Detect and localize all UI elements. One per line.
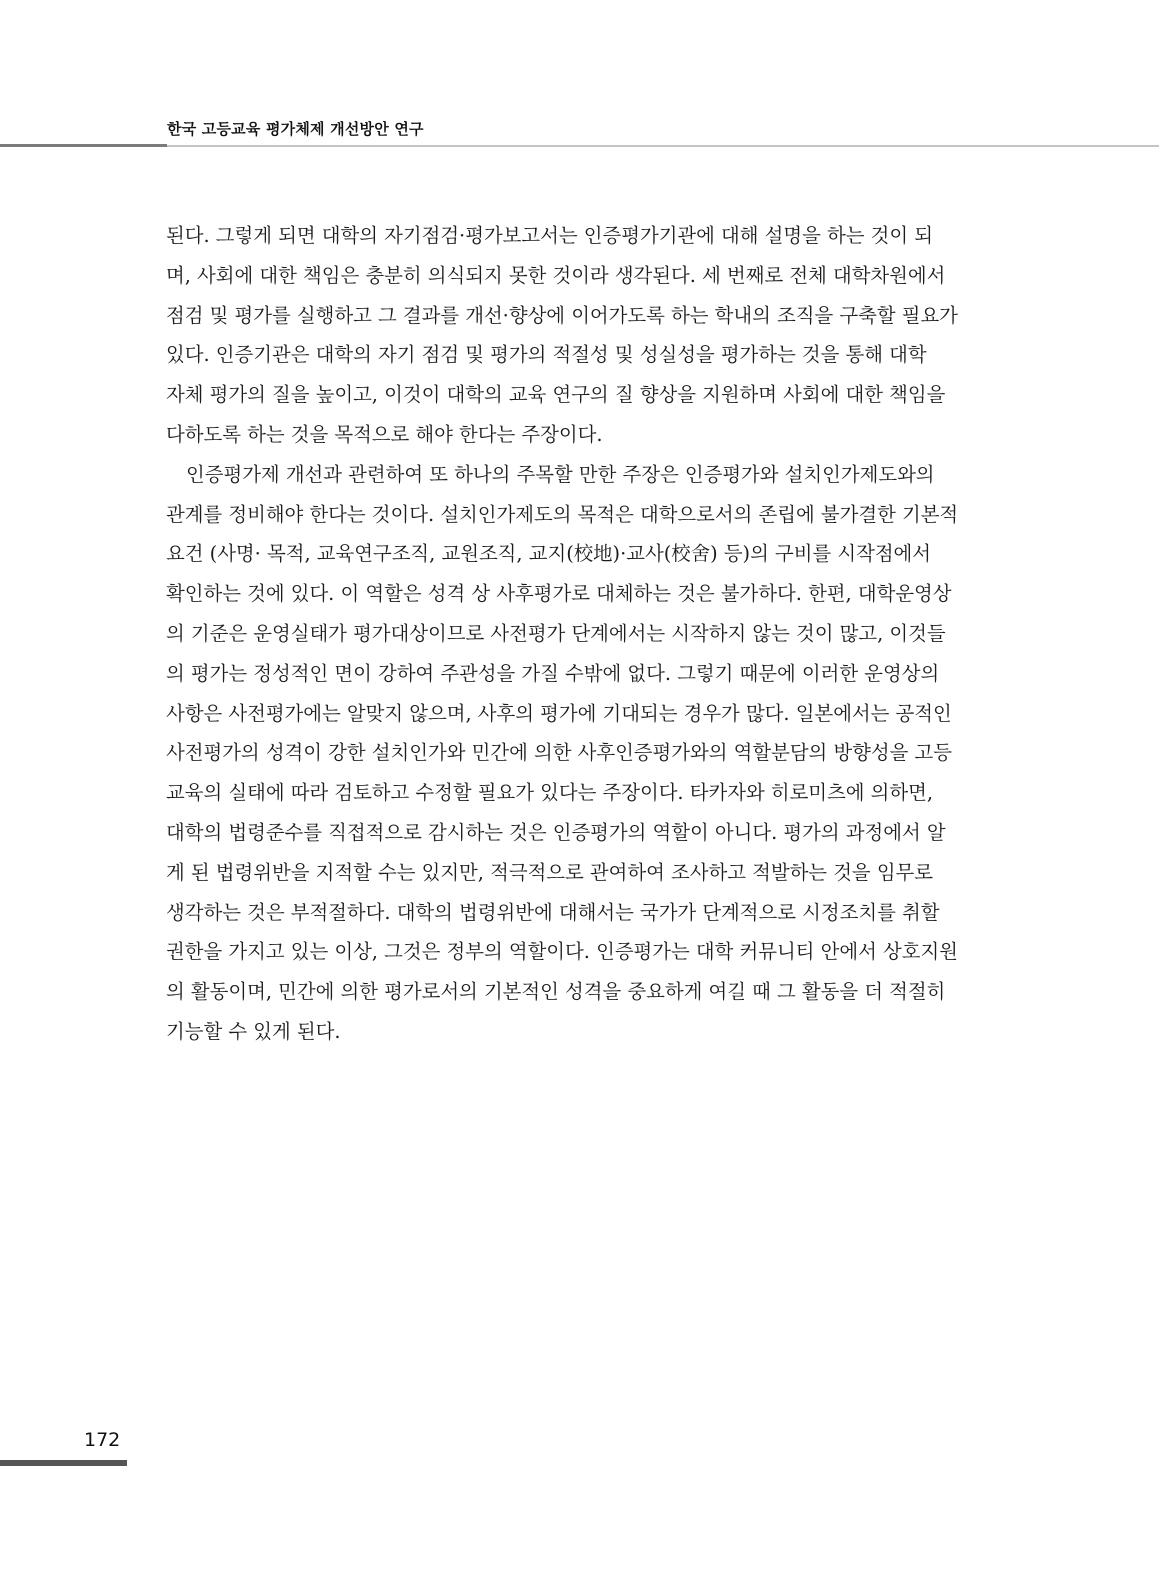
text-line: 의 활동이며, 민간에 의한 평가로서의 기본적인 성격을 중요하게 여길 때 그 활동을 더 적절히: [166, 980, 946, 1004]
text-line: 점검 및 평가를 실행하고 그 결과를 개선·향상에 이어가도록 하는 학내의 조직을 구축할 필요가: [166, 303, 958, 327]
text-line: 생각하는 것은 부적절하다. 대학의 법령위반에 대해서는 국가가 단계적으로 시정조치를 취할: [166, 900, 940, 924]
text-line: 의 기준은 운영실태가 평가대상이므로 사전평가 단계에서는 시작하지 않는 것이 많고, 이것들: [166, 621, 946, 645]
text-line: 인증평가제 개선과 관련하여 또 하나의 주목할 만한 주장은 인증평가와 설치인가제도와의: [186, 462, 935, 486]
text-line: 대학의 법령준수를 직접적으로 감시하는 것은 인증평가의 역할이 아니다. 평가의 과정에서 알: [166, 820, 946, 844]
header-rule-accent: [0, 144, 167, 147]
text-line: 며, 사회에 대한 책임은 충분히 의식되지 못한 것이라 생각된다. 세 번째로 전체 대학차원에서: [166, 263, 946, 287]
text-line: 의 평가는 정성적인 면이 강하여 주관성을 가질 수밖에 없다. 그렇기 때문에 이러한 운영상의: [166, 661, 940, 685]
text-line: 사전평가의 성격이 강한 설치인가와 민간에 의한 사후인증평가와의 역할분담의 방향성을 고등: [166, 741, 952, 765]
text-line: 있다. 인증기관은 대학의 자기 점검 및 평가의 적절성 및 성실성을 평가하는 것을 통해 대학: [166, 343, 927, 367]
text-line: 게 된 법령위반을 지적할 수는 있지만, 적극적으로 관여하여 조사하고 적발하는 것을 임무로: [166, 860, 934, 884]
footer-rule: [0, 1460, 127, 1466]
text-line: 기능할 수 있게 된다.: [166, 1019, 341, 1043]
text-line: 다하도록 하는 것을 목적으로 해야 한다는 주장이다.: [166, 422, 603, 446]
text-line: 관계를 정비해야 한다는 것이다. 설치인가제도의 목적은 대학으로서의 존립에 불가결한 기본적: [166, 502, 959, 526]
page-number: 172: [84, 1429, 121, 1451]
text-line: 권한을 가지고 있는 이상, 그것은 정부의 역할이다. 인증평가는 대학 커뮤니티 안에서 상호지원: [166, 940, 958, 964]
text-line: 된다. 그렇게 되면 대학의 자기점검·평가보고서는 인증평가기관에 대해 설명을 하는 것이 되: [166, 224, 934, 247]
body-text: [166, 216, 990, 1052]
text-line: 자체 평가의 질을 높이고, 이것이 대학의 교육 연구의 질 향상을 지원하며 사회에 대한 책임을: [166, 383, 946, 407]
text-line: 교육의 실태에 따라 검토하고 수정할 필요가 있다는 주장이다. 타카자와 히로미츠에 의하면,: [166, 781, 934, 805]
header-rule: [167, 145, 1159, 147]
text-line: 요건 (사명· 목적, 교육연구조직, 교원조직, 교지(校地)·교사(校舍) 등)의 구비를 시작점에서: [166, 542, 932, 566]
running-header: 한국 고등교육 평가체제 개선방안 연구: [167, 120, 424, 138]
text-line: 사항은 사전평가에는 알맞지 않으며, 사후의 평가에 기대되는 경우가 많다. 일본에서는 공적인: [166, 701, 952, 725]
text-line: 확인하는 것에 있다. 이 역할은 성격 상 사후평가로 대체하는 것은 불가하다. 한편, 대학운영상: [166, 582, 952, 606]
